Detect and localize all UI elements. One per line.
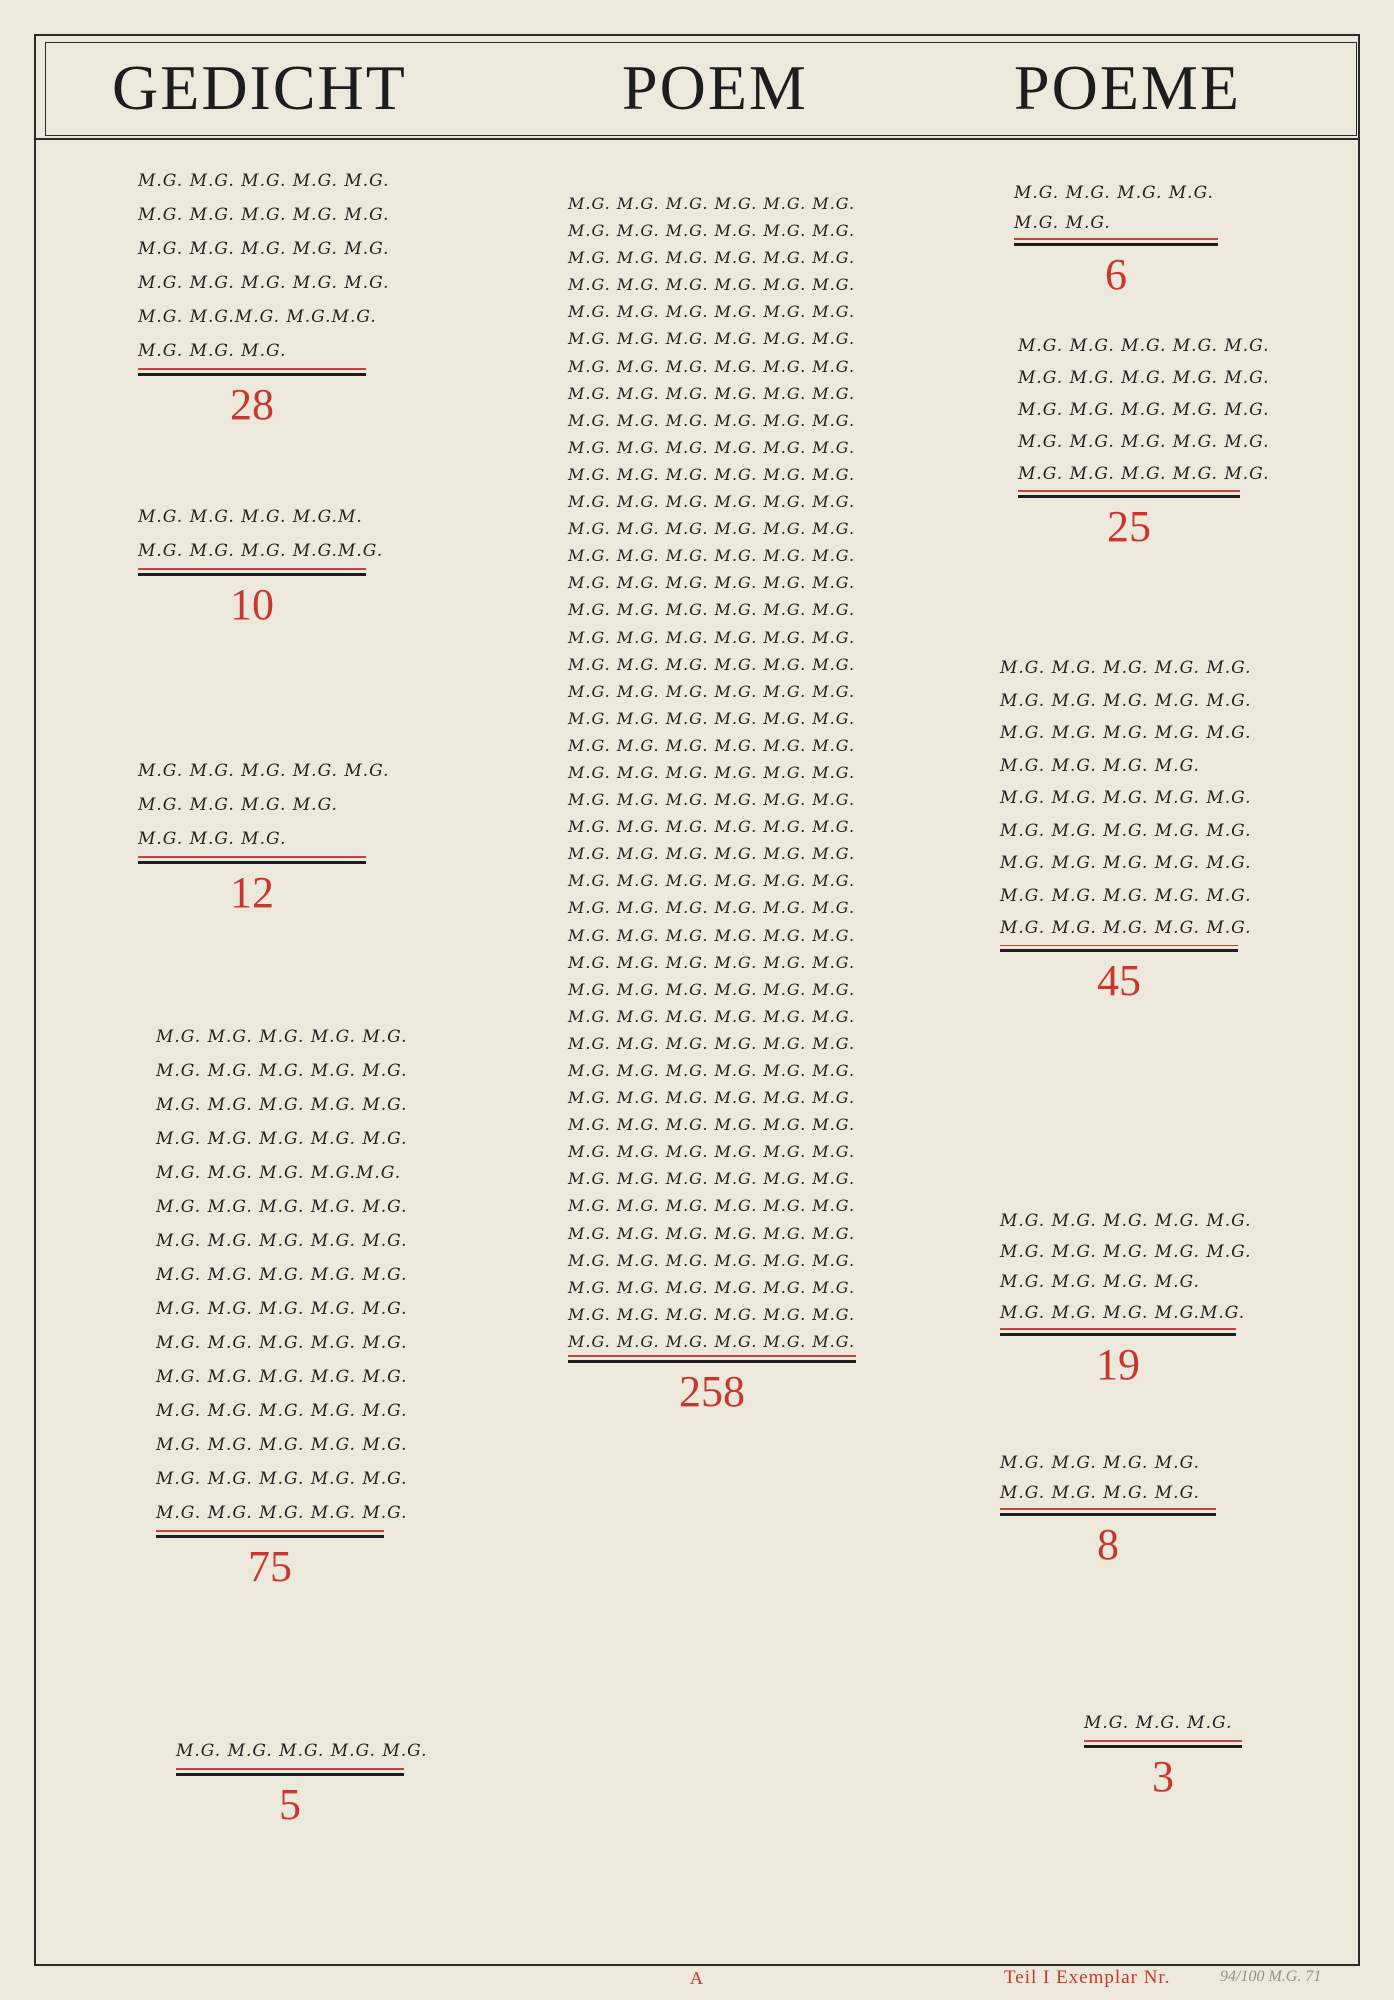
poem-line: M.G. M.G. M.G. M.G. M.G. (1018, 368, 1270, 388)
red-rule (138, 856, 366, 858)
poem-line: M.G. M.G. M.G. M.G. M.G. (156, 1299, 408, 1319)
poem-line: M.G. M.G. M.G. M.G. M.G. (1000, 1211, 1252, 1231)
poem-25 (1018, 330, 1270, 552)
poem-line: M.G. M.G. M.G. M.G. M.G. (1018, 464, 1270, 484)
poem-lines (138, 500, 384, 568)
poem-line: M.G. M.G. M.G. M.G. M.G. M.G. (568, 1250, 856, 1270)
poem-line: M.G. M.G. M.G. M.G. M.G. M.G. (568, 573, 856, 593)
poem-lines (1084, 1706, 1242, 1740)
red-rule (1018, 490, 1240, 492)
poem-line: M.G. M.G. M.G. M.G. M.G. M.G. (568, 654, 856, 674)
black-rule (1000, 1333, 1236, 1336)
poem-3 (1084, 1706, 1242, 1802)
poem-line: M.G. M.G. M.G. M.G. M.G. (156, 1333, 408, 1353)
poem-line: M.G. M.G. M.G. M.G. M.G. (156, 1367, 408, 1387)
poem-line: M.G. M.G. M.G. M.G. M.G. M.G. (568, 762, 856, 782)
poem-count: 10 (230, 579, 274, 629)
poem-line: M.G. M.G. M.G. (138, 829, 287, 849)
poem-line: M.G. M.G. M.G. M.G. (1000, 1272, 1200, 1292)
black-rule (138, 573, 366, 576)
poem-lines (1000, 1448, 1216, 1508)
poem-line: M.G. M.G. M.G. M.G. M.G. (1000, 723, 1252, 743)
poem-lines (1000, 1206, 1252, 1328)
poem-line: M.G. M.G. M.G. (1084, 1713, 1233, 1733)
poem-5 (176, 1734, 428, 1830)
poem-line: M.G. M.G. M.G. M.G. M.G. (1000, 820, 1252, 841)
poem-line: M.G. M.G. (1014, 213, 1111, 233)
poem-count: 5 (279, 1779, 301, 1829)
poem-line: M.G. M.G. M.G. M.G. M.G. (138, 273, 390, 293)
red-rule (1000, 945, 1238, 947)
poem-line: M.G. M.G. M.G. M.G. M.G. M.G. (568, 925, 856, 945)
red-rule (1000, 1508, 1216, 1510)
poem-line: M.G. M.G. M.G. M.G. M.G. (138, 761, 390, 781)
poem-line: M.G. M.G. M.G. M.G. M.G. (156, 1231, 408, 1251)
red-rule (176, 1768, 404, 1770)
poem-line: M.G. M.G. M.G. M.G. M.G. M.G. (568, 790, 856, 810)
poem-line: M.G. M.G. M.G. M.G. M.G. (156, 1061, 408, 1081)
red-rule (1000, 1328, 1236, 1330)
poem-line: M.G. M.G. M.G. M.G. M.G. M.G. (568, 1223, 856, 1243)
poem-line: M.G. M.G. M.G. M.G. M.G. M.G. (568, 194, 856, 213)
poem-line: M.G. M.G. M.G. M.G. M.G. M.G. (568, 952, 856, 972)
poem-line: M.G. M.G. M.G. M.G. M.G. M.G. (568, 464, 856, 484)
poem-line: M.G. M.G. M.G. M.G. M.G. (1018, 400, 1270, 420)
poem-line: M.G. M.G. M.G. M.G. M.G. M.G. (568, 329, 856, 349)
poem-8 (1000, 1448, 1216, 1570)
poem-line: M.G. M.G. M.G. M.G. M.G. (156, 1027, 408, 1047)
poem-28 (138, 164, 390, 430)
poem-line: M.G. M.G. M.G. M.G. M.G. M.G. (568, 898, 856, 918)
poem-line: M.G. M.G. M.G. M.G. (1000, 1453, 1200, 1473)
poem-lines (138, 164, 390, 368)
poem-6 (1014, 178, 1218, 300)
poem-75 (156, 1020, 408, 1592)
poem-line: M.G. M.G. M.G. M.G. M.G. M.G. (568, 600, 856, 620)
poem-line: M.G. M.G. M.G. M.G.M.G. (138, 541, 384, 561)
poem-line: M.G. M.G. M.G. M.G. M.G. M.G. (568, 1196, 856, 1216)
poem-line: M.G. M.G. M.G. M.G. M.G. M.G. (568, 437, 856, 457)
black-rule (1000, 1513, 1216, 1516)
poem-line: M.G. M.G. M.G. M.G. M.G. (156, 1197, 408, 1217)
edition-signature: 94/100 M.G. 71 (1220, 1968, 1322, 1985)
red-rule (138, 368, 366, 370)
poem-line: M.G. M.G. M.G. M.G. M.G. M.G. (568, 1304, 856, 1324)
black-rule (176, 1773, 404, 1776)
poem-line: M.G. M.G. M.G. M.G. M.G. M.G. (568, 1169, 856, 1189)
poem-line: M.G. M.G. M.G. M.G. M.G. (138, 205, 390, 225)
poem-line: M.G. M.G. M.G. M.G. M.G. M.G. (568, 519, 856, 539)
poem-line: M.G. M.G. M.G. M.G. M.G. M.G. (568, 844, 856, 864)
header-divider (36, 138, 1358, 140)
poem-19 (1000, 1206, 1252, 1390)
poem-count: 8 (1097, 1519, 1119, 1569)
poem-line: M.G. M.G. M.G. M.G. M.G. M.G. (568, 1088, 856, 1108)
poem-line: M.G. M.G.M.G. M.G.M.G. (138, 307, 377, 327)
poem-line: M.G. M.G. M.G. M.G. M.G. M.G. (568, 627, 856, 647)
poem-line: M.G. M.G. M.G. M.G. M.G. M.G. (568, 735, 856, 755)
poem-line: M.G. M.G. M.G. M.G. (1014, 183, 1214, 203)
poem-count: 45 (1097, 956, 1141, 1005)
poem-line: M.G. M.G. M.G. M.G. M.G. M.G. (568, 248, 856, 268)
poem-line: M.G. M.G. M.G. M.G. M.G. (1000, 690, 1252, 711)
poem-count: 6 (1105, 249, 1127, 299)
poem-line: M.G. M.G. M.G. M.G. M.G. M.G. (568, 410, 856, 430)
poem-line: M.G. M.G. M.G. M.G. M.G. M.G. (568, 708, 856, 728)
poem-count: 75 (248, 1541, 292, 1591)
poem-line: M.G. M.G. M.G. M.G. M.G. M.G. (568, 546, 856, 566)
poem-line: M.G. M.G. M.G. M.G. M.G. M.G. (568, 1142, 856, 1162)
poem-line: M.G. M.G. M.G. M.G. M.G. M.G. (568, 1033, 856, 1053)
black-rule (138, 861, 366, 864)
poem-line: M.G. M.G. M.G. M.G. M.G. M.G. (568, 492, 856, 512)
title-poeme: POEME (1014, 52, 1241, 123)
poem-line: M.G. M.G. M.G. M.G. M.G. M.G. (568, 1277, 856, 1297)
poem-line: M.G. M.G. M.G. M.G. M.G. (176, 1741, 428, 1761)
poem-line: M.G. M.G. M.G. M.G. M.G. (1000, 1241, 1252, 1262)
poem-line: M.G. M.G. M.G. M.G. M.G. (138, 171, 390, 191)
poem-line: M.G. M.G. M.G. M.G. M.G. (1000, 658, 1252, 678)
poem-lines (1018, 330, 1270, 490)
red-rule (1084, 1740, 1242, 1742)
poem-line: M.G. M.G. M.G. M.G.M. (138, 507, 363, 527)
black-rule (138, 373, 366, 376)
poem-lines (1014, 178, 1218, 238)
edition-label: Teil I Exemplar Nr. (1004, 1967, 1171, 1988)
poem-line: M.G. M.G. M.G. M.G. (1000, 1483, 1200, 1503)
poem-line: M.G. M.G. M.G. M.G. M.G. M.G. (568, 383, 856, 403)
black-rule (568, 1360, 856, 1363)
poem-line: M.G. M.G. M.G. M.G. M.G. (156, 1503, 408, 1523)
poem-line: M.G. M.G. M.G. M.G. M.G. M.G. (568, 356, 856, 376)
poem-12 (138, 754, 390, 918)
poem-line: M.G. M.G. M.G. M.G.M.G. (156, 1163, 402, 1183)
black-rule (1084, 1745, 1242, 1748)
poem-lines (568, 190, 856, 1355)
poem-line: M.G. M.G. M.G. M.G. M.G. M.G. (568, 275, 856, 295)
poem-line: M.G. M.G. M.G. M.G. M.G. (156, 1401, 408, 1421)
poem-45 (1000, 652, 1252, 1006)
poem-line: M.G. M.G. M.G. (138, 341, 287, 361)
poem-line: M.G. M.G. M.G. M.G. M.G. (1000, 885, 1252, 906)
poem-line: M.G. M.G. M.G. M.G. M.G. M.G. (568, 681, 856, 701)
poem-lines (176, 1734, 428, 1768)
poem-line: M.G. M.G. M.G. M.G. M.G. M.G. (568, 871, 856, 891)
poem-count: 19 (1096, 1339, 1140, 1389)
poem-line: M.G. M.G. M.G. M.G. M.G. M.G. (568, 1115, 856, 1135)
poem-line: M.G. M.G. M.G. M.G. M.G. (156, 1469, 408, 1489)
black-rule (1014, 243, 1218, 246)
poem-line: M.G. M.G. M.G. M.G. M.G. (1000, 853, 1252, 873)
poem-line: M.G. M.G. M.G. M.G. M.G. (1000, 788, 1252, 808)
poem-count: 28 (230, 379, 274, 429)
red-rule (1014, 238, 1218, 240)
title-gedicht: GEDICHT (112, 52, 407, 123)
red-rule (156, 1530, 384, 1532)
poem-line: M.G. M.G. M.G. M.G. M.G. (156, 1095, 408, 1115)
poem-lines (138, 754, 390, 856)
poem-10 (138, 500, 384, 630)
poem-line: M.G. M.G. M.G. M.G. M.G. (138, 239, 390, 259)
poem-line: M.G. M.G. M.G. M.G. M.G. M.G. (568, 302, 856, 322)
black-rule (1018, 495, 1240, 498)
poem-line: M.G. M.G. M.G. M.G. M.G. (1018, 336, 1270, 356)
black-rule (156, 1535, 384, 1538)
poem-line: M.G. M.G. M.G. M.G. (138, 795, 338, 815)
poem-line: M.G. M.G. M.G. M.G. M.G. M.G. (568, 1006, 856, 1026)
poem-line: M.G. M.G. M.G. M.G. M.G. (1018, 432, 1270, 452)
red-rule (568, 1355, 856, 1357)
poem-lines (156, 1020, 408, 1530)
black-rule (1000, 949, 1238, 952)
poem-line: M.G. M.G. M.G. M.G. M.G. (1000, 918, 1252, 938)
title-poem: POEM (622, 52, 808, 123)
poem-line: M.G. M.G. M.G. M.G. M.G. M.G. (568, 221, 856, 241)
poem-line: M.G. M.G. M.G. M.G. M.G. M.G. (568, 817, 856, 837)
poem-count: 25 (1107, 501, 1151, 551)
poem-line: M.G. M.G. M.G. M.G. (1000, 755, 1200, 776)
red-rule (138, 568, 366, 570)
poem-258 (568, 190, 856, 1417)
series-letter: A (690, 1968, 703, 1988)
poem-line: M.G. M.G. M.G. M.G. M.G. (156, 1129, 408, 1149)
poem-count: 12 (230, 867, 274, 917)
poem-count: 258 (679, 1366, 745, 1416)
poem-line: M.G. M.G. M.G. M.G.M.G. (1000, 1302, 1246, 1323)
poem-lines (1000, 652, 1252, 945)
poem-line: M.G. M.G. M.G. M.G. M.G. M.G. (568, 1061, 856, 1080)
poem-line: M.G. M.G. M.G. M.G. M.G. (156, 1435, 408, 1455)
poem-line: M.G. M.G. M.G. M.G. M.G. (156, 1265, 408, 1285)
poem-line: M.G. M.G. M.G. M.G. M.G. M.G. (568, 979, 856, 999)
poem-count: 3 (1152, 1751, 1174, 1801)
poem-line: M.G. M.G. M.G. M.G. M.G. M.G. (568, 1331, 856, 1351)
